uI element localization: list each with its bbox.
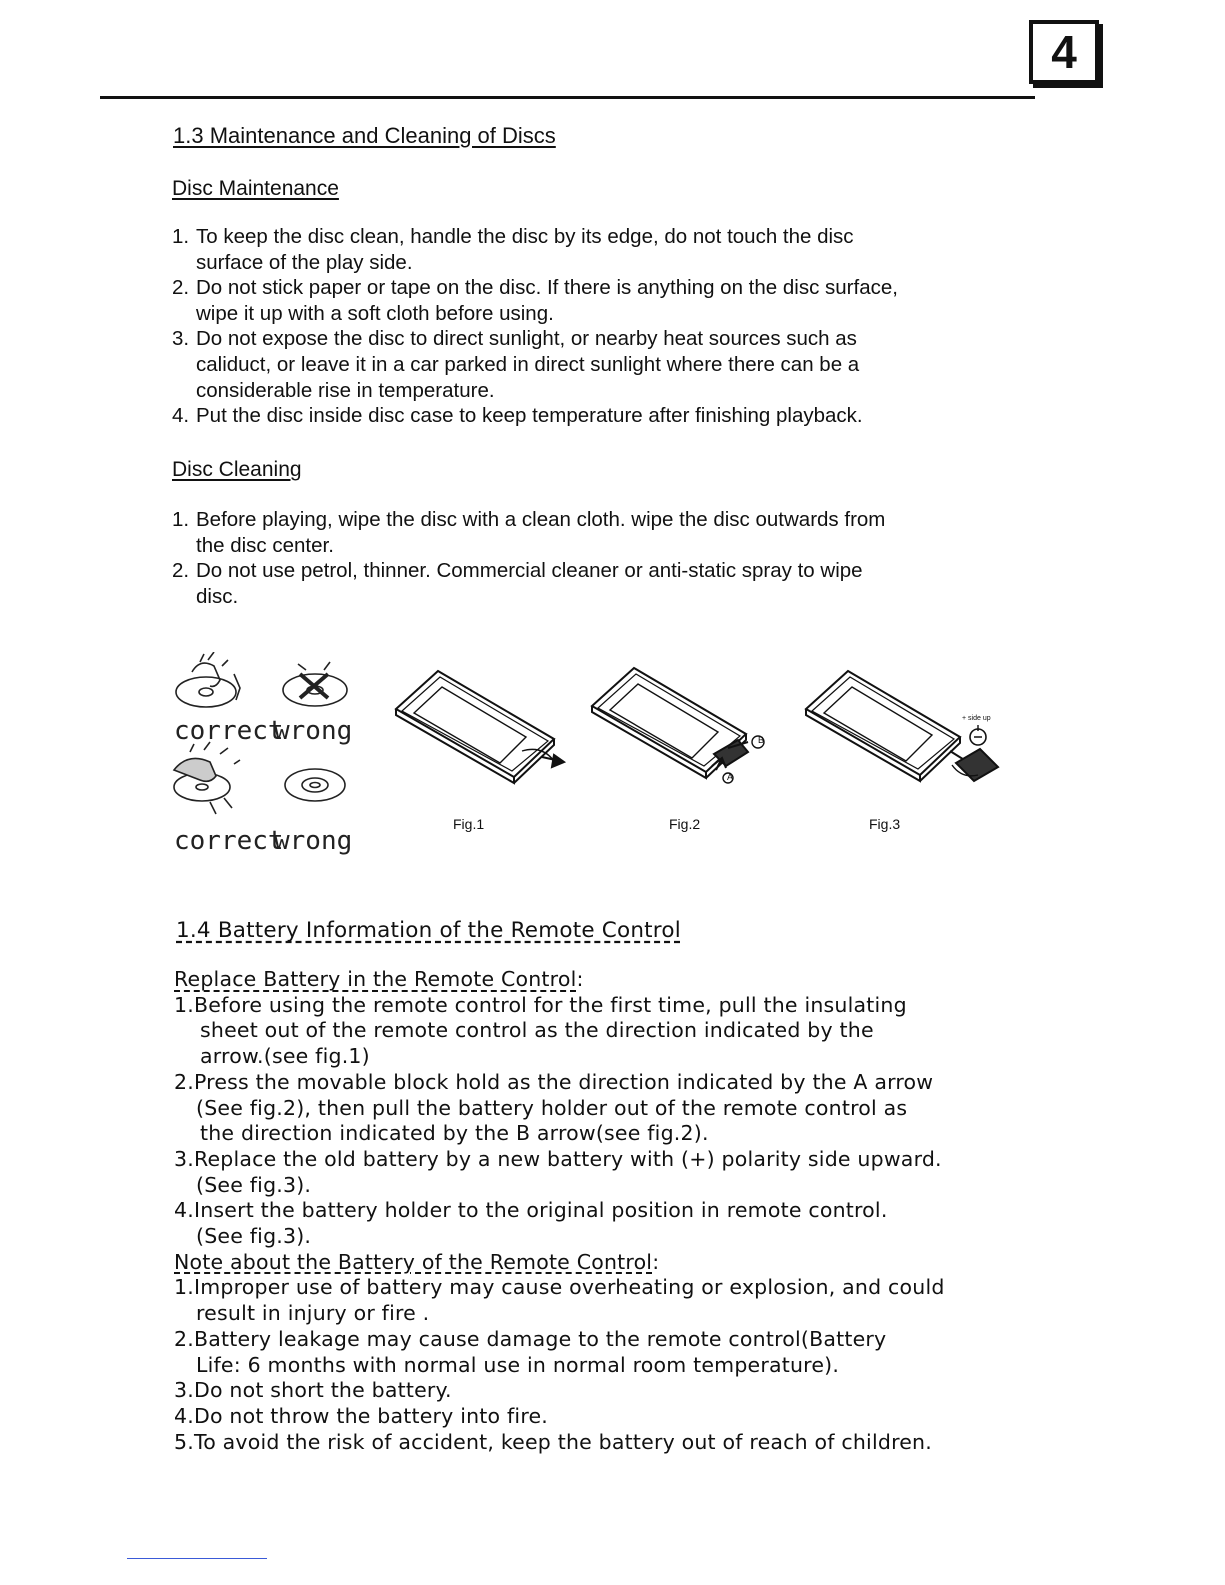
list-item: 3.Replace the old battery by a new battery with (+) polarity side upward. bbox=[174, 1146, 942, 1171]
list-item: 1.Before using the remote control for the first time, pull the insulating bbox=[174, 992, 907, 1017]
list-item: (See fig.3). bbox=[196, 1172, 312, 1197]
list-item: 1. To keep the disc clean, handle the disc by its edge, do not touch the disc surface of the play side. bbox=[172, 225, 854, 274]
list-item: arrow.(see fig.1) bbox=[200, 1044, 370, 1069]
list-item: the direction indicated by the B arrow(see fig.2). bbox=[200, 1121, 709, 1146]
fig3-polarity-note: + side up bbox=[962, 715, 991, 722]
replace-battery-heading: Replace Battery in the Remote Control: bbox=[174, 967, 584, 991]
disc-maintenance-heading: Disc Maintenance bbox=[172, 177, 339, 200]
fig3-remote-illustration bbox=[802, 665, 1007, 790]
list-item: 4.Insert the battery holder to the original position in remote control. bbox=[174, 1198, 888, 1223]
page-number: 4 bbox=[1029, 20, 1099, 84]
list-item: (See fig.2), then pull the battery holder out of the remote control as bbox=[196, 1095, 908, 1120]
label-wrong-1: wrong bbox=[274, 716, 353, 746]
label-wrong-2: wrong bbox=[274, 826, 353, 856]
list-item: result in injury or fire . bbox=[196, 1301, 430, 1326]
label-correct-2: correct bbox=[174, 826, 284, 856]
list-item: 1. Before playing, wipe the disc with a clean cloth. wipe the disc outwards from the disc center. bbox=[172, 508, 886, 557]
fig3-label: Fig.3 bbox=[869, 816, 901, 832]
label-correct-1: correct bbox=[174, 716, 284, 746]
list-item: 2.Battery leakage may cause damage to the remote control(Battery bbox=[174, 1326, 887, 1351]
list-item: 2.Press the movable block hold as the direction indicated by the A arrow bbox=[174, 1069, 934, 1094]
header-rule bbox=[100, 96, 1035, 99]
list-item: Life: 6 months with normal use in normal room temperature). bbox=[196, 1352, 840, 1377]
disc-maintenance-list bbox=[172, 224, 992, 429]
list-item: 5.To avoid the risk of accident, keep the battery out of reach of children. bbox=[174, 1429, 932, 1454]
fig2-label: Fig.2 bbox=[669, 816, 701, 832]
list-item: 4. Put the disc inside disc case to keep temperature after finishing playback. bbox=[172, 404, 863, 428]
list-item: 4.Do not throw the battery into fire. bbox=[174, 1403, 549, 1428]
fig2-remote-illustration bbox=[588, 662, 778, 787]
list-item: 3.Do not short the battery. bbox=[174, 1378, 452, 1403]
disc-cleaning-heading: Disc Cleaning bbox=[172, 458, 302, 481]
section-1-3-title: 1.3 Maintenance and Cleaning of Discs bbox=[173, 123, 556, 148]
fig1-remote-illustration bbox=[392, 665, 572, 785]
fig2-marker-b: B bbox=[757, 735, 764, 745]
battery-note-heading: Note about the Battery of the Remote Control: bbox=[174, 1249, 660, 1274]
footer-rule bbox=[127, 1558, 267, 1559]
fig2-marker-a: A bbox=[726, 772, 733, 782]
list-item: 1.Improper use of battery may cause overheating or explosion, and could bbox=[174, 1275, 945, 1300]
replace-battery-block bbox=[174, 967, 945, 1455]
disc-cleaning-list bbox=[172, 507, 992, 609]
list-item: 2. Do not use petrol, thinner. Commercial cleaner or anti-static spray to wipe disc. bbox=[172, 559, 863, 608]
list-item: (See fig.3). bbox=[196, 1224, 312, 1249]
list-item: sheet out of the remote control as the direction indicated by the bbox=[200, 1018, 874, 1043]
section-1-4-title: 1.4 Battery Information of the Remote Control bbox=[176, 918, 681, 943]
fig1-label: Fig.1 bbox=[453, 816, 485, 832]
list-item: 2. Do not stick paper or tape on the disc. If there is anything on the disc surface, wipe it up with a soft cloth before using. bbox=[172, 276, 898, 325]
list-item: 3. Do not expose the disc to direct sunlight, or nearby heat sources such as caliduct, or leave it in a car parked in direct sunlight where there can be a considerable rise in temperature. bbox=[172, 327, 860, 402]
